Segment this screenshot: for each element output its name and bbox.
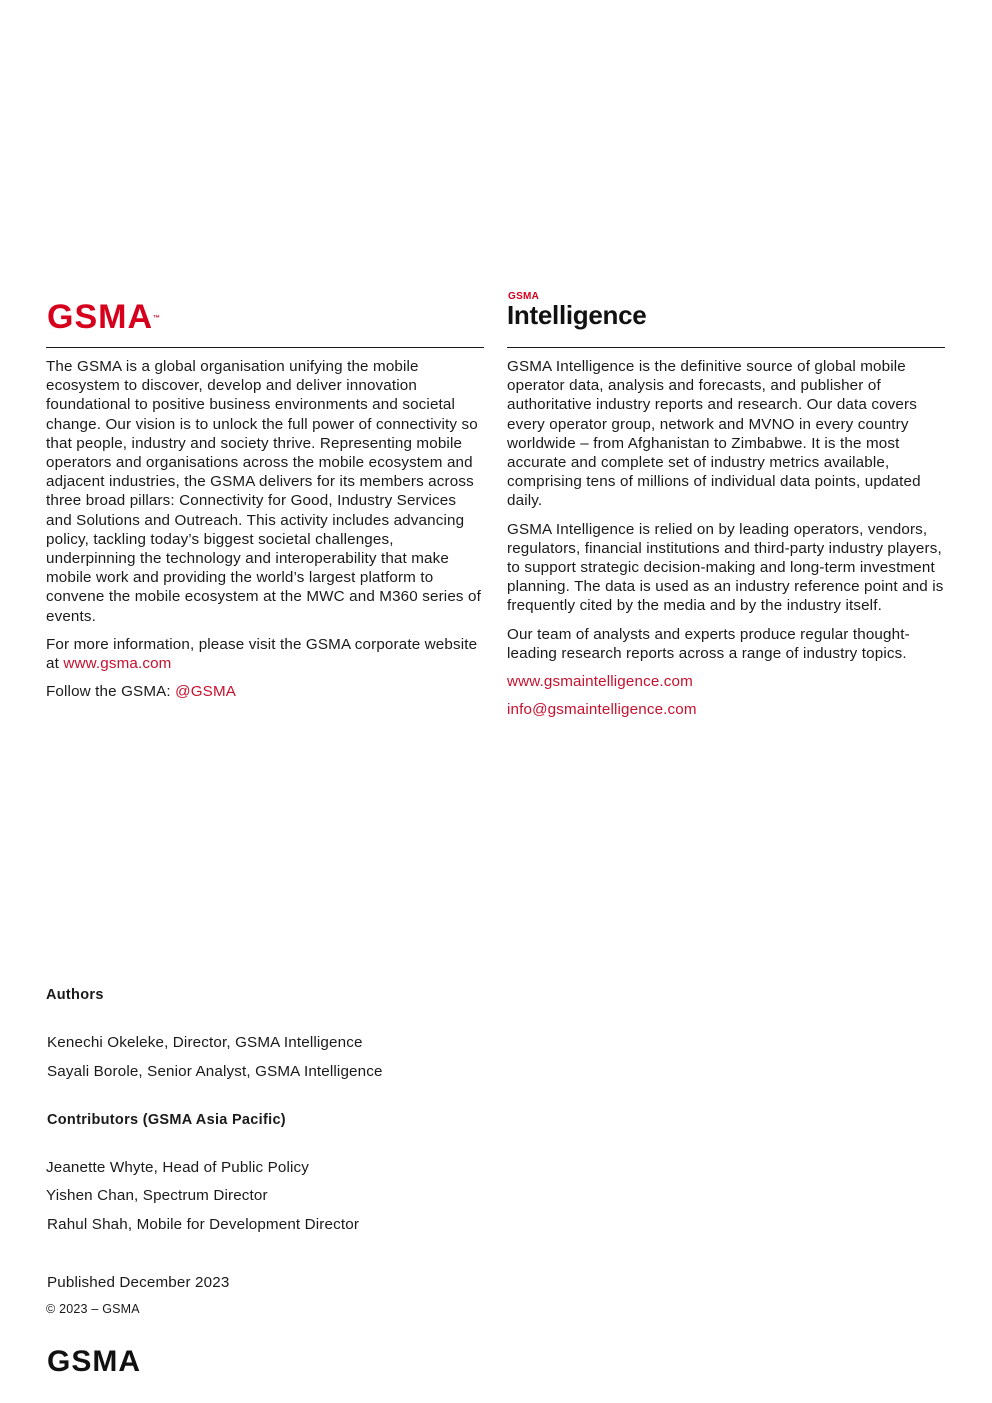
gi-website-link[interactable]: www.gsmaintelligence.com xyxy=(507,673,693,691)
more-info-text: For more information, please visit the GSMA corporate website at xyxy=(46,635,478,673)
left-divider xyxy=(46,347,484,348)
more-info xyxy=(46,635,482,673)
gsma-intelligence-column xyxy=(507,290,945,728)
published-date: Published December 2023 xyxy=(47,1274,230,1291)
gi-logo-big: Intelligence xyxy=(507,300,647,330)
author-2: Sayali Borole, Senior Analyst, GSMA Intelligence xyxy=(47,1063,383,1080)
authors-heading: Authors xyxy=(46,987,104,1003)
gsma-handle-link[interactable]: @GSMA xyxy=(175,683,237,701)
follow-gsma xyxy=(46,682,482,701)
gi-website-line xyxy=(507,672,945,691)
gsma-intelligence-logo xyxy=(507,290,945,345)
gsma-about-column xyxy=(46,290,484,710)
footer-gsma-logo: GSMA xyxy=(47,1345,141,1378)
gi-logo-small: GSMA xyxy=(508,291,540,302)
gsma-description: The GSMA is a global organisation unifying the mobile ecosystem to discover, develop and deliver innovation foundational to positive business environments and societal change. Our vision is to unlock the full power of connectivity so that people, industry and society thrive. Representing mobile operators and organisations across the mobile ecosystem and adjacent industries, the GSMA delivers for its members across three broad pillars: Connectivity for Good, Industry Services and Solutions and Outreach. This activity includes advancing policy, tackling today’s biggest societal challenges, underpinning the technology and interoperability that make mobile work and providing the world’s largest platform to convene the mobile ecosystem at the MWC and M360 series of events. xyxy=(46,358,481,625)
gi-para-3: Our team of analysts and experts produce regular thought-leading research reports across a range of industry topics. xyxy=(507,625,910,662)
gsma-logo xyxy=(46,290,484,345)
gi-para-1: GSMA Intelligence is the definitive source of global mobile operator data, analysis and forecasts, and publisher of authoritative industry reports and research. Our data covers every operator group, network and MVNO in every country worldwide – from Afghanistan to Zimbabwe. It is the most accurate and complete set of industry metrics available, comprising tens of millions of individual data points, updated daily. xyxy=(507,358,921,510)
gi-email-line xyxy=(507,700,945,719)
gi-email-link[interactable]: info@gsmaintelligence.com xyxy=(507,701,697,719)
contributor-3: Rahul Shah, Mobile for Development Director xyxy=(47,1216,360,1233)
credits-section xyxy=(46,985,546,1317)
gi-para-2: GSMA Intelligence is relied on by leading operators, vendors, regulators, financial institutions and third-party industry players, to support strategic decision-making and long-term investment planning. The data is used as an industry reference point and is frequently cited by the media and by the industry itself. xyxy=(507,520,944,615)
right-divider xyxy=(507,347,945,348)
author-1: Kenechi Okeleke, Director, GSMA Intelligence xyxy=(47,1034,363,1051)
copyright: © 2023 – GSMA xyxy=(46,1302,140,1316)
gsma-logo-text: GSMA xyxy=(47,298,153,336)
gsma-website-link[interactable]: www.gsma.com xyxy=(63,655,172,673)
follow-text: Follow the GSMA: xyxy=(46,683,176,701)
gsma-logo-tm: ™ xyxy=(153,315,160,322)
contributor-1: Jeanette Whyte, Head of Public Policy xyxy=(46,1159,310,1176)
contributors-heading: Contributors (GSMA Asia Pacific) xyxy=(47,1112,286,1128)
contributor-2: Yishen Chan, Spectrum Director xyxy=(46,1187,268,1204)
